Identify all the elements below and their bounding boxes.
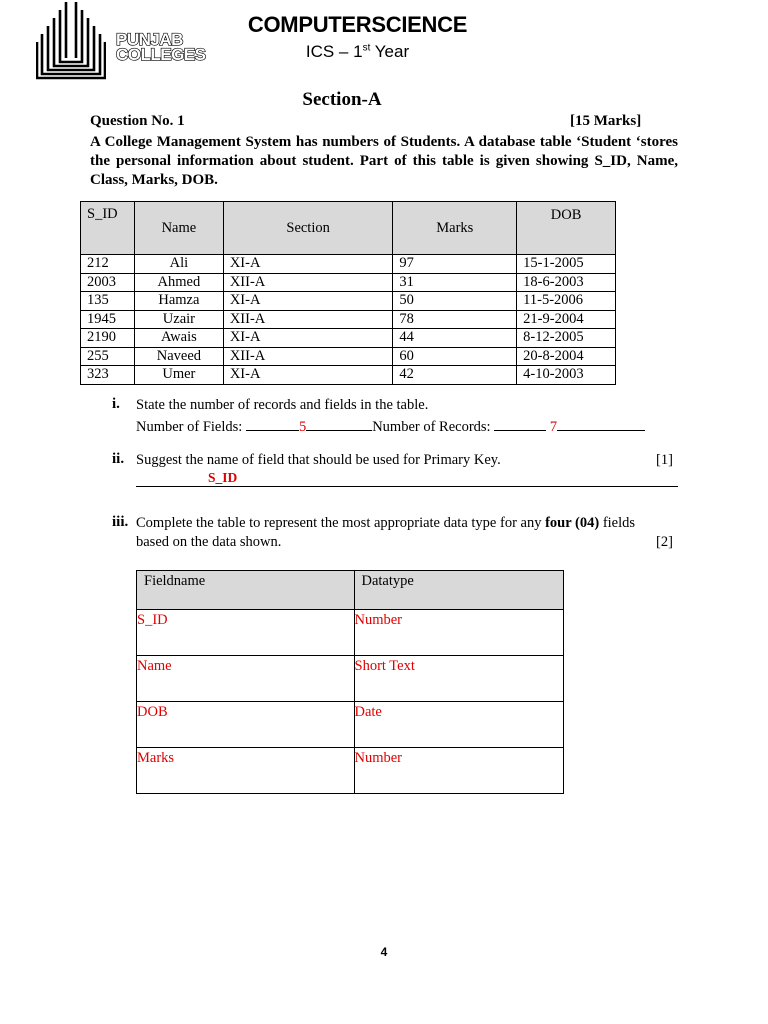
table-cell: 60 — [393, 347, 517, 366]
part-ii-number: ii. — [112, 451, 125, 467]
table-cell: Awais — [134, 329, 223, 348]
blank-line — [246, 415, 299, 431]
table-cell: 15-1-2005 — [517, 255, 616, 274]
datatype-answer: Number — [354, 610, 564, 656]
table-row — [81, 310, 616, 329]
table-cell: 135 — [81, 292, 135, 311]
table-cell: XII-A — [223, 273, 393, 292]
part-ii-question: Suggest the name of field that should be used for Primary Key. — [136, 452, 501, 468]
punjab-colleges-logo — [36, 0, 106, 82]
section-heading: Section-A — [302, 89, 382, 110]
page-number: 4 — [380, 945, 388, 959]
table-row — [81, 273, 616, 292]
column-header: DOB — [517, 202, 616, 255]
datatype-table — [136, 570, 564, 794]
records-answer: 7 — [549, 419, 558, 435]
table-cell: XI-A — [223, 329, 393, 348]
part-iii-marks: [2] — [656, 534, 673, 550]
fields-label: Number of Fields: — [136, 419, 243, 435]
table-cell: 78 — [393, 310, 517, 329]
subtitle-text: ICS – 1 — [305, 42, 363, 61]
part-iii-text-end: fields — [599, 515, 636, 531]
students-table — [80, 201, 616, 385]
table-cell: 44 — [393, 329, 517, 348]
table-row — [81, 292, 616, 311]
table-cell: XI-A — [223, 366, 393, 385]
fieldname-answer: Marks — [137, 748, 355, 794]
table-header-row — [137, 571, 564, 610]
fieldname-answer: S_ID — [137, 610, 355, 656]
column-header: Section — [223, 202, 393, 255]
table-row — [81, 366, 616, 385]
page-subtitle — [200, 42, 515, 62]
subtitle-superscript: st — [362, 42, 371, 54]
brand-line-1: PUNJAB — [116, 30, 183, 49]
table-cell: Hamza — [134, 292, 223, 311]
page-title: COMPUTERSCIENCE — [247, 12, 468, 37]
column-header: Name — [134, 202, 223, 255]
records-label: Number of Records: — [372, 419, 491, 435]
blank-line — [306, 415, 372, 431]
table-cell: Ahmed — [134, 273, 223, 292]
column-header: Fieldname — [137, 571, 355, 610]
table-row — [81, 347, 616, 366]
table-cell: XI-A — [223, 292, 393, 311]
question-intro: A College Management System has numbers of Students. A database table ‘Student ‘stores the personal information about student. Part of this table is given showing S_ID, Name, Class, Marks, DOB. — [90, 134, 678, 188]
table-cell: 31 — [393, 273, 517, 292]
table-row — [137, 702, 564, 748]
table-header-row — [81, 202, 616, 255]
part-iii-number: iii. — [112, 514, 129, 530]
table-cell: Uzair — [134, 310, 223, 329]
table-cell: 212 — [81, 255, 135, 274]
part-iii-text: Complete the table to represent the most appropriate data type for any — [136, 515, 546, 531]
table-cell: 2190 — [81, 329, 135, 348]
part-i-question: State the number of records and fields in the table. — [136, 397, 429, 413]
datatype-answer: Short Text — [354, 656, 564, 702]
brand-name — [116, 32, 206, 62]
answer-line — [136, 486, 678, 487]
part-ii-marks: [1] — [656, 452, 673, 468]
fieldname-answer: Name — [137, 656, 355, 702]
blank-line — [557, 415, 645, 431]
table-row — [137, 610, 564, 656]
part-iii-question — [136, 514, 635, 533]
column-header: Marks — [393, 202, 517, 255]
table-cell: 50 — [393, 292, 517, 311]
part-i-number: i. — [112, 396, 120, 412]
table-cell: Ali — [134, 255, 223, 274]
datatype-answer: Number — [354, 748, 564, 794]
column-header: Datatype — [354, 571, 564, 610]
part-i-answers — [136, 415, 666, 437]
part-iii-bold: four (04) — [545, 515, 600, 531]
fields-answer: 5 — [298, 419, 307, 435]
table-cell: 97 — [393, 255, 517, 274]
table-cell: 42 — [393, 366, 517, 385]
table-cell: Naveed — [134, 347, 223, 366]
table-cell: 2003 — [81, 273, 135, 292]
table-cell: 20-8-2004 — [517, 347, 616, 366]
column-header: S_ID — [81, 202, 135, 255]
table-cell: Umer — [134, 366, 223, 385]
table-row — [137, 656, 564, 702]
table-cell: XI-A — [223, 255, 393, 274]
blank-line — [494, 415, 546, 431]
part-ii-answer: S_ID — [208, 470, 238, 485]
table-cell: 323 — [81, 366, 135, 385]
table-cell: 21-9-2004 — [517, 310, 616, 329]
table-cell: 11-5-2006 — [517, 292, 616, 311]
fieldname-answer: DOB — [137, 702, 355, 748]
table-cell: 255 — [81, 347, 135, 366]
question-marks: [15 Marks] — [570, 113, 642, 129]
datatype-answer: Date — [354, 702, 564, 748]
table-row — [137, 748, 564, 794]
table-cell: 18-6-2003 — [517, 273, 616, 292]
table-cell: 4-10-2003 — [517, 366, 616, 385]
table-cell: 1945 — [81, 310, 135, 329]
brand-line-2: COLLEGES — [116, 45, 206, 64]
table-cell: 8-12-2005 — [517, 329, 616, 348]
subtitle-suffix: Year — [370, 42, 410, 61]
table-cell: XII-A — [223, 310, 393, 329]
table-row — [81, 255, 616, 274]
question-number: Question No. 1 — [90, 113, 185, 129]
table-row — [81, 329, 616, 348]
part-iii-question-line2: based on the data shown. — [136, 534, 282, 550]
table-cell: XII-A — [223, 347, 393, 366]
